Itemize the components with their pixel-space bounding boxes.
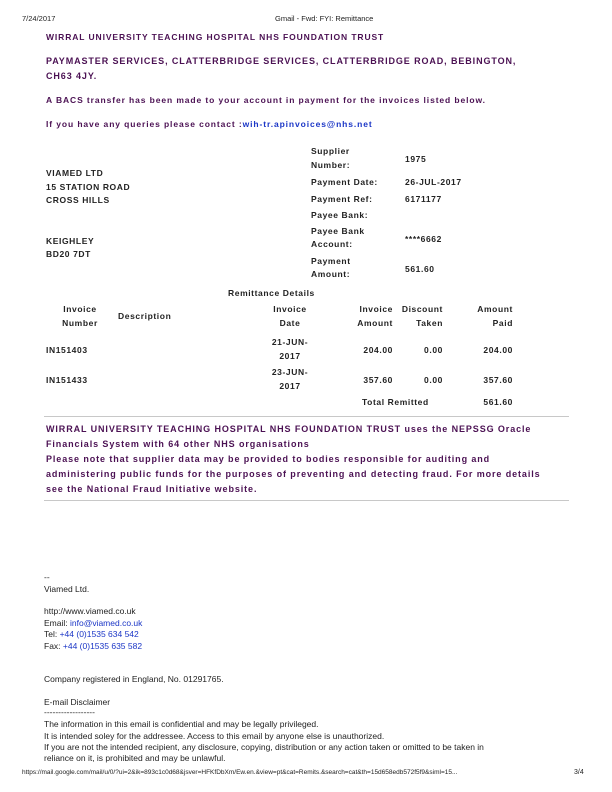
col-invoice-number-2: Number <box>62 318 98 328</box>
row-1-amount: 204.00 <box>363 345 393 355</box>
nepssg-line-5: see the National Fraud Initiative website. <box>46 484 258 494</box>
signature-company: Viamed Ltd. <box>44 584 90 594</box>
remittance-title: Remittance Details <box>228 288 315 298</box>
row-2-invoice: IN151433 <box>46 375 88 385</box>
payee-bank-label: Payee Bank: <box>311 210 369 220</box>
supplier-number-label-1: Supplier <box>311 146 350 156</box>
signature-tel-link[interactable]: +44 (0)1535 634 542 <box>59 629 139 639</box>
row-1-discount: 0.00 <box>424 345 443 355</box>
nepssg-line-4: administering public funds for the purposes of preventing and detecting fraud. For more details <box>46 469 541 479</box>
col-description: Description <box>118 311 172 321</box>
col-invoice-date-1: Invoice <box>273 304 307 314</box>
col-invoice-date-2: Date <box>279 318 301 328</box>
fax-label: Fax: <box>44 641 63 651</box>
print-date: 7/24/2017 <box>22 14 56 23</box>
payment-amount-value: 561.60 <box>405 264 435 274</box>
nepssg-line-3: Please note that supplier data may be provided to bodies responsible for auditing and <box>46 454 491 464</box>
print-footer-page: 3/4 <box>574 769 584 776</box>
tel-label: Tel: <box>44 629 60 639</box>
nepssg-trust: WIRRAL UNIVERSITY TEACHING HOSPITAL NHS FOUNDATION TRUST <box>46 424 402 434</box>
payee-bank-account-label-2: Account: <box>311 239 353 249</box>
nepssg-line-1 <box>46 424 531 434</box>
row-1-date-2: 2017 <box>279 351 301 361</box>
supplier-number-label-2: Number: <box>311 160 351 170</box>
col-discount-1: Discount <box>401 304 443 314</box>
address-line-3: CROSS HILLS <box>46 195 110 205</box>
disclaimer-line-4: reliance on it, is prohibited and may be unlawful. <box>44 753 226 763</box>
paymaster-line-2: CH63 4JY. <box>46 71 98 81</box>
signature-fax-link[interactable]: +44 (0)1535 635 582 <box>62 641 143 651</box>
queries-email-link[interactable]: wih-tr.apinvoices@nhs.net <box>242 119 373 129</box>
address-line-2: 15 STATION ROAD <box>46 182 131 192</box>
disclaimer-dashes: ------------------ <box>44 707 95 717</box>
payee-bank-account-value: ****6662 <box>405 234 442 244</box>
divider-top <box>44 416 569 417</box>
bacs-notice: A BACS transfer has been made to your account in payment for the invoices listed below. <box>46 95 486 105</box>
nepssg-uses: uses the NEPSSG Oracle <box>401 424 532 434</box>
signature-email-link[interactable]: info@viamed.co.uk <box>69 618 143 628</box>
row-1-date-1: 21-JUN- <box>271 337 309 347</box>
disclaimer-line-2: It is intended soley for the addressee. Access to this email by anyone else is unauthorized. <box>44 731 385 741</box>
disclaimer-line-1: The information in this email is confidential and may be legally privileged. <box>44 719 319 729</box>
payment-amount-label-2: Amount: <box>311 269 351 279</box>
divider-bottom <box>44 500 569 501</box>
supplier-number-value: 1975 <box>405 154 427 164</box>
queries-text: If you have any queries please contact : <box>46 119 243 129</box>
payment-date-value: 26-JUL-2017 <box>405 177 462 187</box>
col-discount-2: Taken <box>416 318 443 328</box>
payee-bank-account-label-1: Payee Bank <box>311 226 365 236</box>
disclaimer-title: E-mail Disclaimer <box>44 697 111 707</box>
col-invoice-amount-1: Invoice <box>359 304 393 314</box>
col-invoice-number-1: Invoice <box>63 304 97 314</box>
row-2-amount: 357.60 <box>363 375 393 385</box>
company-registered: Company registered in England, No. 01291765. <box>44 674 224 684</box>
address-line-5: BD20 7DT <box>46 249 91 259</box>
email-label: Email: <box>44 618 70 628</box>
address-line-1: VIAMED LTD <box>46 168 104 178</box>
signature-tel-line <box>44 629 139 639</box>
row-2-paid: 357.60 <box>483 375 513 385</box>
signature-fax-line <box>44 641 142 651</box>
total-value: 561.60 <box>483 397 513 407</box>
print-title: Gmail - Fwd: FYI: Remittance <box>275 14 374 23</box>
payment-ref-label: Payment Ref: <box>311 194 373 204</box>
row-1-invoice: IN151403 <box>46 345 88 355</box>
payment-date-label: Payment Date: <box>311 177 378 187</box>
payment-amount-label-1: Payment <box>311 256 351 266</box>
col-invoice-amount-2: Amount <box>357 318 393 328</box>
paymaster-line-1: PAYMASTER SERVICES, CLATTERBRIDGE SERVICES, CLATTERBRIDGE ROAD, BEBINGTON, <box>46 56 517 66</box>
row-2-date-2: 2017 <box>279 381 301 391</box>
row-2-discount: 0.00 <box>424 375 443 385</box>
trust-name: WIRRAL UNIVERSITY TEACHING HOSPITAL NHS FOUNDATION TRUST <box>46 32 385 42</box>
col-amount-paid-1: Amount <box>477 304 513 314</box>
col-amount-paid-2: Paid <box>492 318 513 328</box>
signature-website-link[interactable]: http://www.viamed.co.uk <box>44 606 136 616</box>
payment-ref-value: 6171177 <box>405 194 442 204</box>
address-line-4: KEIGHLEY <box>46 236 95 246</box>
row-1-paid: 204.00 <box>483 345 513 355</box>
row-2-date-1: 23-JUN- <box>271 367 309 377</box>
print-footer-url: https://mail.google.com/mail/u/0/?ui=2&ik=893c1c0d68&jsver=HFKfDbXm/Ew.en.&view=pt&cat=Remits.&search=cat&th=15d658edb572f5f9&siml=15... <box>22 769 458 776</box>
signature-email-line <box>44 618 142 628</box>
total-label: Total Remitted <box>362 397 429 407</box>
disclaimer-line-3: If you are not the intended recipient, any disclosure, copying, distribution or any action taken or omitted to be taken in <box>44 742 484 752</box>
signature-dashes: -- <box>44 572 50 582</box>
nepssg-line-2: Financials System with 64 other NHS organisations <box>46 439 310 449</box>
queries-line <box>46 119 373 129</box>
